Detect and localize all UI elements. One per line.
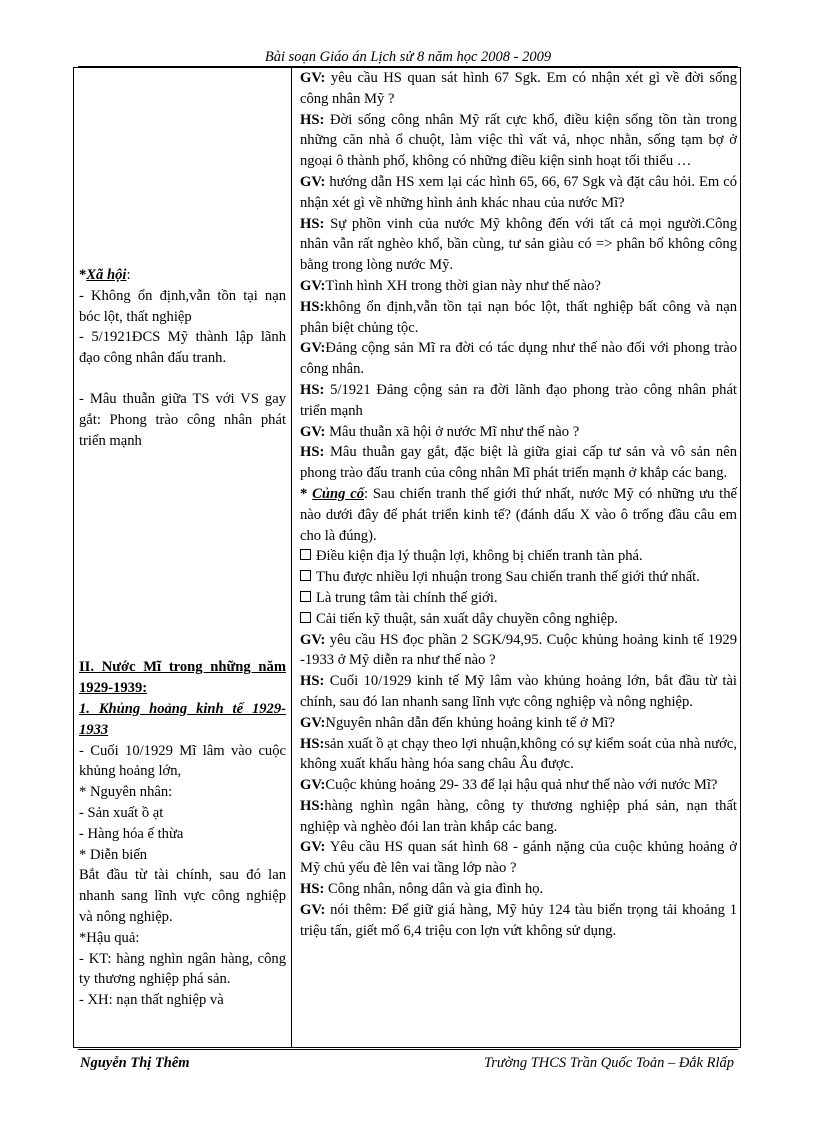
teacher-question: GV:Đảng cộng sản Mĩ ra đời có tác dụng như thế nào đối với phong trào công nhân.	[300, 340, 737, 378]
teacher-question: GV: yêu cầu HS đọc phần 2 SGK/94,95. Cuộc khủng hoảng kinh tế 1929 -1933 ở Mỹ diễn ra như thế nào ?	[300, 631, 737, 669]
student-answer: HS: Cuối 10/1929 kinh tế Mỹ lâm vào khủng hoảng lớn, bắt đầu từ tài chính, sau đó lan nhanh sang lĩnh vực công nghiệp và nông nghiệp.	[300, 673, 737, 710]
teacher-question: GV: hướng dẫn HS xem lại các hình 65, 66, 67 Sgk và đặt câu hỏi. Em có nhận xét gì về những hình ảnh khác nhau của nước Mĩ?	[300, 173, 737, 211]
society-point: - 5/1921ĐCS Mỹ thành lập lãnh đạo công nhân đấu tranh.	[79, 329, 286, 367]
student-answer: HS: Công nhân, nông dân và gia đình họ.	[300, 881, 544, 898]
student-answer: HS:hàng nghìn ngân hàng, công ty thương nghiệp phá sản, nạn thất nghiệp và nghèo đói lan tràn khắp các bang.	[300, 797, 737, 835]
society-point: - Mâu thuẫn giữa TS với VS gay gắt: Phong trào công nhân phát triển mạnh	[79, 390, 286, 449]
consolidation-prompt: * Củng cố: Sau chiến tranh thế giới thứ nhất, nước Mỹ có những ưu thế nào dưới đây để phát triển kinh tế? (đánh dấu X vào ô trống đầu câu em cho là đúng).	[300, 485, 737, 544]
content-column	[79, 68, 286, 1011]
student-answer: HS: Sự phồn vinh của nước Mỹ không đến với tất cả mọi người.Công nhân vẫn rất nghèo khổ, bần cùng, tư sản giàu có => phân bố không công bằng trong lòng nước Mỹ.	[300, 215, 737, 274]
result-point: - KT: hàng nghìn ngân hàng, công ty thương nghiệp phá sản.	[79, 950, 286, 988]
page-header: Bài soạn Giáo án Lịch sử 8 năm học 2008 - 2009	[78, 48, 738, 67]
footer-author: Nguyễn Thị Thêm	[80, 1055, 190, 1071]
progress-heading: * Diễn biến	[79, 846, 148, 863]
checkbox-icon[interactable]	[300, 549, 311, 560]
lesson-table	[73, 67, 741, 1048]
quiz-option: Thu được nhiều lợi nhuận trong Sau chiến tranh thế giới thứ nhất.	[300, 567, 737, 588]
teacher-question: GV: Yêu cầu HS quan sát hình 68 - gánh nặng của cuộc khủng hoảng ở Mỹ chủ yếu đè lên vai tầng lớp nào ?	[300, 839, 737, 877]
column-divider	[291, 68, 292, 1047]
student-answer: HS:không ổn định,vẫn tồn tại nạn bóc lột, thất nghiệp bất công và nạn phân biệt chủng tộc.	[300, 298, 737, 336]
society-heading: *Xã hội:	[79, 267, 131, 283]
teacher-question: GV: nói thêm: Để giữ giá hàng, Mỹ hủy 124 tàu biển trọng tải khoảng 1 triệu tấn, giết mổ 6,4 triệu con lợn vứt không sử dụng.	[300, 901, 737, 939]
student-answer: HS: Đời sống công nhân Mỹ rất cực khổ, điều kiện sống tồn tàn trong những căn nhà ổ chuột, làm việc thì vất vả, nhọc nhằn, sống tạm bợ ở ngoại ô thành phố, không có những điều kiện sinh hoạt tối thiểu …	[300, 111, 737, 170]
society-point: - Không ổn định,vẫn tồn tại nạn bóc lột, thất nghiệp	[79, 287, 286, 325]
quiz-option: Cải tiến kỹ thuật, sản xuất dây chuyền công nghiệp.	[300, 609, 737, 630]
result-heading: *Hậu quả:	[79, 929, 140, 946]
checkbox-icon[interactable]	[300, 570, 311, 581]
teacher-question: GV:Tình hình XH trong thời gian này như thế nào?	[300, 277, 601, 294]
checkbox-icon[interactable]	[300, 612, 311, 623]
progress-text: Bắt đầu từ tài chính, sau đó lan nhanh sang lĩnh vực công nghiệp và nông nghiệp.	[79, 867, 286, 925]
result-point: - XH: nạn thất nghiệp và	[79, 992, 224, 1009]
teacher-question: GV: yêu cầu HS quan sát hình 67 Sgk. Em có nhận xét gì về đời sống công nhân Mỹ ?	[300, 70, 737, 107]
teacher-question: GV: Mâu thuẫn xã hội ở nước Mĩ như thế nào ?	[300, 423, 580, 440]
quiz-option: Điều kiện địa lý thuận lợi, không bị chiến tranh tàn phá.	[300, 546, 737, 567]
activity-column	[300, 68, 737, 941]
crisis-point: - Cuối 10/1929 Mĩ lâm vào cuộc khủng hoảng lớn,	[79, 742, 286, 780]
checkbox-icon[interactable]	[300, 591, 311, 602]
cause-heading: * Nguyên nhân:	[79, 784, 173, 801]
student-answer: HS: 5/1921 Đảng cộng sản ra đời lãnh đạo phong trào công nhân phát triển mạnh	[300, 381, 737, 419]
cause-point: - Hàng hóa ế thừa	[79, 825, 184, 842]
subsection-title: 1. Khủng hoảng kinh tế 1929- 1933	[79, 700, 286, 738]
footer-school: Trường THCS Trần Quốc Toản – Đắk Rlấp	[484, 1055, 734, 1071]
student-answer: HS: Mâu thuẫn gay gắt, đặc biệt là giữa giai cấp tư sản và vô sản nên phong trào đấu tranh của công nhân Mĩ phát triển mạnh ở khắp các bang.	[300, 444, 737, 482]
teacher-question: GV:Cuộc khủng hoảng 29- 33 để lại hậu quả như thế nào với nước Mĩ?	[300, 777, 718, 794]
quiz-option: Là trung tâm tài chính thế giới.	[300, 588, 737, 609]
footer-rule	[78, 1049, 738, 1050]
section-title: II. Nước Mĩ trong những năm 1929-1939:	[79, 659, 286, 697]
teacher-question: GV:Nguyên nhân dẫn đến khủng hoảng kinh tế ở Mĩ?	[300, 714, 615, 731]
student-answer: HS:sản xuất ồ ạt chạy theo lợi nhuận,không có sự kiểm soát của nhà nước, không xuất khẩu hàng hóa sang châu Âu được.	[300, 735, 737, 773]
cause-point: - Sản xuất ồ ạt	[79, 804, 164, 821]
